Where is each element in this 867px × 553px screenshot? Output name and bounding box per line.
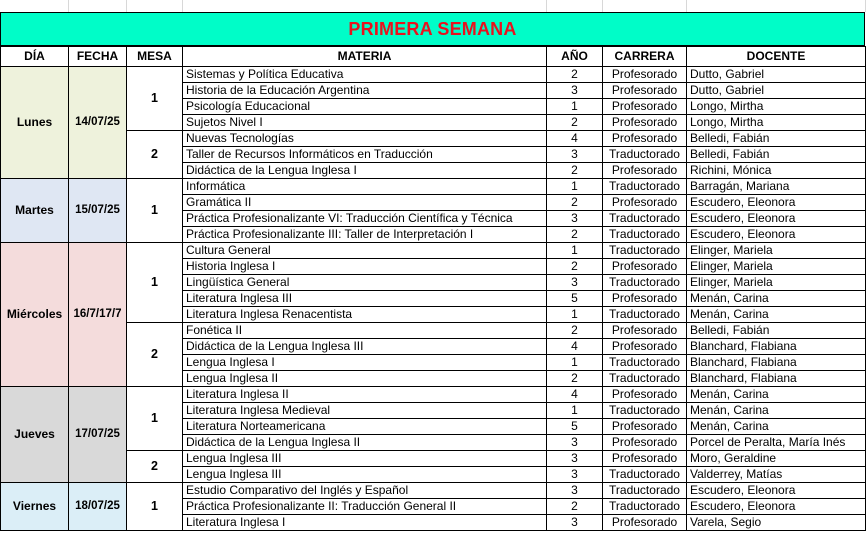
day-cell: Lunes (1, 67, 69, 179)
docente-cell: Dutto, Gabriel (687, 67, 866, 83)
anio-cell: 2 (547, 259, 603, 275)
materia-cell: Didáctica de la Lengua Inglesa III (183, 339, 547, 355)
carrera-cell: Traductorado (603, 355, 687, 371)
docente-cell: Escudero, Eleonora (687, 483, 866, 499)
page-title: PRIMERA SEMANA (0, 12, 865, 46)
anio-cell: 1 (547, 179, 603, 195)
day-cell: Jueves (1, 387, 69, 483)
materia-cell: Lengua Inglesa II (183, 371, 547, 387)
table-row (1, 387, 866, 403)
docente-cell: Escudero, Eleonora (687, 227, 866, 243)
carrera-cell: Profesorado (603, 451, 687, 467)
anio-cell: 4 (547, 131, 603, 147)
anio-cell: 3 (547, 483, 603, 499)
anio-cell: 4 (547, 387, 603, 403)
anio-cell: 2 (547, 67, 603, 83)
materia-cell: Lingüística General (183, 275, 547, 291)
carrera-cell: Traductorado (603, 179, 687, 195)
mesa-cell: 1 (127, 67, 183, 131)
materia-cell: Literatura Norteamericana (183, 419, 547, 435)
docente-cell: Elinger, Mariela (687, 243, 866, 259)
mesa-cell: 1 (127, 483, 183, 531)
docente-cell: Belledi, Fabián (687, 323, 866, 339)
day-cell: Miércoles (1, 243, 69, 387)
materia-cell: Lengua Inglesa III (183, 451, 547, 467)
table-row (1, 131, 866, 147)
table-row (1, 451, 866, 467)
docente-cell: Belledi, Fabián (687, 147, 866, 163)
carrera-cell: Traductorado (603, 227, 687, 243)
sheet-grid-strip (0, 0, 867, 12)
docente-cell: Dutto, Gabriel (687, 83, 866, 99)
docente-cell: Menán, Carina (687, 403, 866, 419)
mesa-cell: 2 (127, 451, 183, 483)
docente-cell: Elinger, Mariela (687, 259, 866, 275)
anio-cell: 3 (547, 515, 603, 531)
carrera-cell: Traductorado (603, 483, 687, 499)
anio-cell: 3 (547, 435, 603, 451)
carrera-cell: Traductorado (603, 499, 687, 515)
materia-cell: Nuevas Tecnologías (183, 131, 547, 147)
carrera-cell: Profesorado (603, 195, 687, 211)
header-mesa: MESA (127, 47, 183, 67)
docente-cell: Moro, Geraldine (687, 451, 866, 467)
materia-cell: Informática (183, 179, 547, 195)
docente-cell: Menán, Carina (687, 387, 866, 403)
anio-cell: 3 (547, 147, 603, 163)
carrera-cell: Traductorado (603, 275, 687, 291)
header-row (1, 47, 866, 67)
carrera-cell: Profesorado (603, 323, 687, 339)
anio-cell: 2 (547, 115, 603, 131)
header-docente: DOCENTE (687, 47, 866, 67)
materia-cell: Estudio Comparativo del Inglés y Español (183, 483, 547, 499)
materia-cell: Práctica Profesionalizante VI: Traducción Científica y Técnica (183, 211, 547, 227)
carrera-cell: Traductorado (603, 371, 687, 387)
docente-cell: Menán, Carina (687, 307, 866, 323)
materia-cell: Taller de Recursos Informáticos en Traducción (183, 147, 547, 163)
schedule-table (0, 46, 866, 531)
materia-cell: Práctica Profesionalizante II: Traducción General II (183, 499, 547, 515)
anio-cell: 2 (547, 371, 603, 387)
anio-cell: 1 (547, 99, 603, 115)
carrera-cell: Profesorado (603, 435, 687, 451)
materia-cell: Literatura Inglesa I (183, 515, 547, 531)
docente-cell: Richini, Mónica (687, 163, 866, 179)
table-row (1, 243, 866, 259)
carrera-cell: Profesorado (603, 387, 687, 403)
materia-cell: Literatura Inglesa Medieval (183, 403, 547, 419)
materia-cell: Historia Inglesa I (183, 259, 547, 275)
anio-cell: 3 (547, 451, 603, 467)
carrera-cell: Profesorado (603, 291, 687, 307)
carrera-cell: Profesorado (603, 67, 687, 83)
day-cell: Viernes (1, 483, 69, 531)
docente-cell: Porcel de Peralta, María Inés (687, 435, 866, 451)
materia-cell: Literatura Inglesa Renacentista (183, 307, 547, 323)
docente-cell: Escudero, Eleonora (687, 499, 866, 515)
anio-cell: 1 (547, 307, 603, 323)
carrera-cell: Traductorado (603, 147, 687, 163)
anio-cell: 3 (547, 275, 603, 291)
docente-cell: Barragán, Mariana (687, 179, 866, 195)
materia-cell: Gramática II (183, 195, 547, 211)
docente-cell: Menán, Carina (687, 291, 866, 307)
materia-cell: Historia de la Educación Argentina (183, 83, 547, 99)
anio-cell: 2 (547, 163, 603, 179)
carrera-cell: Profesorado (603, 83, 687, 99)
header-anio: AÑO (547, 47, 603, 67)
docente-cell: Escudero, Eleonora (687, 211, 866, 227)
carrera-cell: Traductorado (603, 307, 687, 323)
date-cell: 18/07/25 (69, 483, 127, 531)
materia-cell: Psicología Educacional (183, 99, 547, 115)
docente-cell: Longo, Mirtha (687, 99, 866, 115)
date-cell: 15/07/25 (69, 179, 127, 243)
materia-cell: Cultura General (183, 243, 547, 259)
carrera-cell: Profesorado (603, 115, 687, 131)
carrera-cell: Profesorado (603, 99, 687, 115)
table-row (1, 323, 866, 339)
docente-cell: Blanchard, Flabiana (687, 339, 866, 355)
docente-cell: Blanchard, Flabiana (687, 371, 866, 387)
date-cell: 17/07/25 (69, 387, 127, 483)
header-materia: MATERIA (183, 47, 547, 67)
date-cell: 16/7/17/7 (69, 243, 127, 387)
docente-cell: Escudero, Eleonora (687, 195, 866, 211)
materia-cell: Fonética II (183, 323, 547, 339)
mesa-cell: 1 (127, 387, 183, 451)
mesa-cell: 1 (127, 179, 183, 243)
header-carrera: CARRERA (603, 47, 687, 67)
table-row (1, 179, 866, 195)
carrera-cell: Profesorado (603, 259, 687, 275)
anio-cell: 3 (547, 83, 603, 99)
anio-cell: 4 (547, 339, 603, 355)
materia-cell: Didáctica de la Lengua Inglesa II (183, 435, 547, 451)
mesa-cell: 2 (127, 323, 183, 387)
anio-cell: 1 (547, 355, 603, 371)
header-dia: DÍA (1, 47, 69, 67)
materia-cell: Literatura Inglesa II (183, 387, 547, 403)
carrera-cell: Profesorado (603, 339, 687, 355)
anio-cell: 3 (547, 467, 603, 483)
docente-cell: Blanchard, Flabiana (687, 355, 866, 371)
carrera-cell: Profesorado (603, 419, 687, 435)
schedule-body (1, 67, 866, 531)
docente-cell: Varela, Segio (687, 515, 866, 531)
materia-cell: Lengua Inglesa I (183, 355, 547, 371)
carrera-cell: Traductorado (603, 467, 687, 483)
materia-cell: Sistemas y Política Educativa (183, 67, 547, 83)
anio-cell: 1 (547, 243, 603, 259)
anio-cell: 5 (547, 291, 603, 307)
carrera-cell: Profesorado (603, 131, 687, 147)
materia-cell: Lengua Inglesa III (183, 467, 547, 483)
carrera-cell: Traductorado (603, 211, 687, 227)
anio-cell: 5 (547, 419, 603, 435)
anio-cell: 2 (547, 227, 603, 243)
anio-cell: 1 (547, 403, 603, 419)
docente-cell: Menán, Carina (687, 419, 866, 435)
materia-cell: Literatura Inglesa III (183, 291, 547, 307)
table-row (1, 67, 866, 83)
materia-cell: Didáctica de la Lengua Inglesa I (183, 163, 547, 179)
docente-cell: Longo, Mirtha (687, 115, 866, 131)
carrera-cell: Traductorado (603, 243, 687, 259)
anio-cell: 2 (547, 499, 603, 515)
materia-cell: Sujetos Nivel I (183, 115, 547, 131)
carrera-cell: Profesorado (603, 515, 687, 531)
date-cell: 14/07/25 (69, 67, 127, 179)
docente-cell: Elinger, Mariela (687, 275, 866, 291)
table-row (1, 483, 866, 499)
carrera-cell: Traductorado (603, 403, 687, 419)
header-fecha: FECHA (69, 47, 127, 67)
mesa-cell: 2 (127, 131, 183, 179)
day-cell: Martes (1, 179, 69, 243)
anio-cell: 3 (547, 211, 603, 227)
anio-cell: 2 (547, 195, 603, 211)
materia-cell: Práctica Profesionalizante III: Taller de Interpretación I (183, 227, 547, 243)
mesa-cell: 1 (127, 243, 183, 323)
docente-cell: Valderrey, Matías (687, 467, 866, 483)
anio-cell: 2 (547, 323, 603, 339)
docente-cell: Belledi, Fabián (687, 131, 866, 147)
carrera-cell: Profesorado (603, 163, 687, 179)
